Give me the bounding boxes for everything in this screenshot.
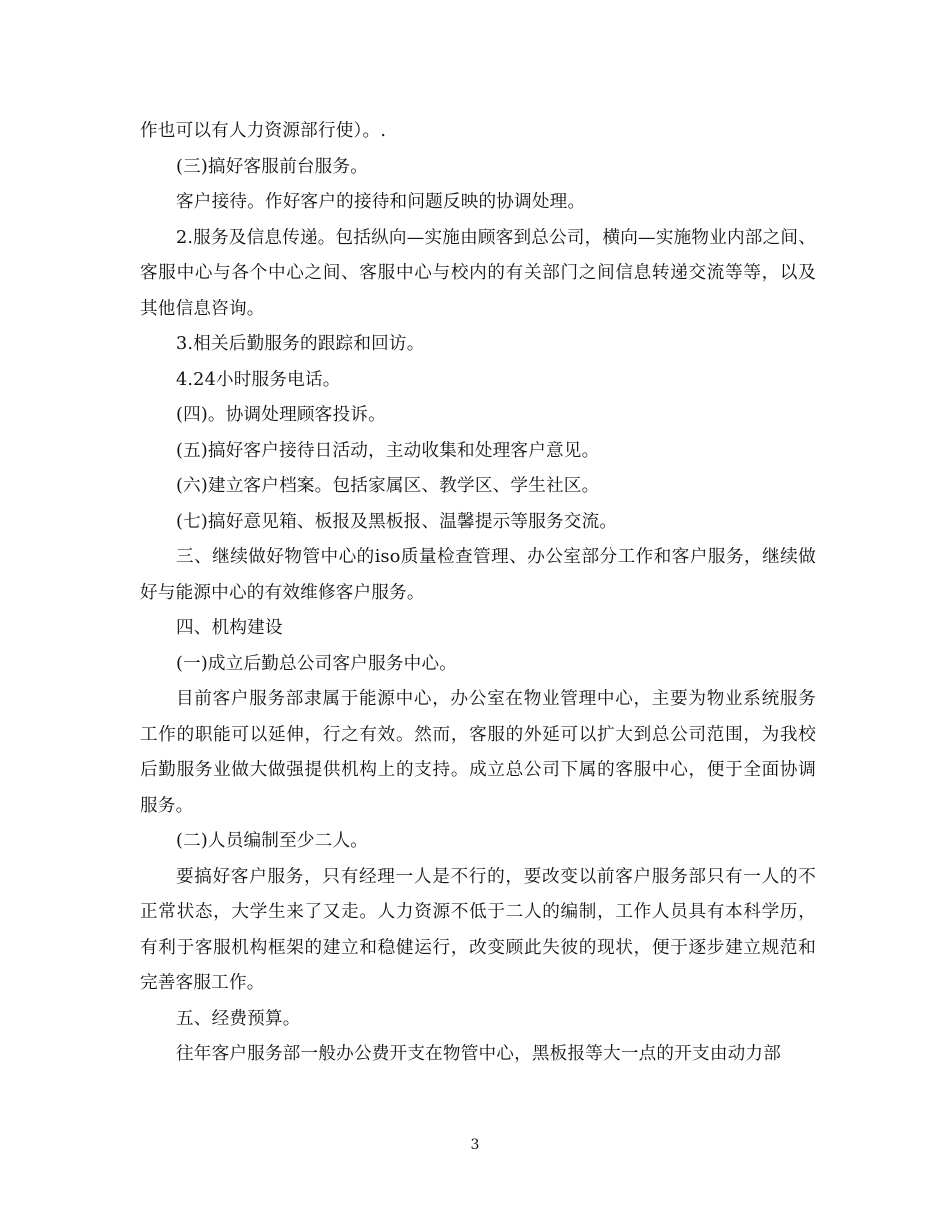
paragraph-subsection-2-heading: (二)人员编制至少二人。 — [176, 831, 369, 851]
document-body — [140, 114, 816, 1073]
paragraph-subsection-1-heading: (一)成立后勤总公司客户服务中心。 — [176, 653, 458, 674]
paragraph-section-6-heading: (六)建立客户档案。包括家属区、教学区、学生社区。 — [176, 476, 600, 496]
paragraph-current-status: 目前客户服务部隶属于能源中心，办公室在物业管理中心，主要为物业系统服务工作的职能可以延伸，行之有效。然而，客服的外延可以扩大到总公司范围，为我校后勤服务业做大做强提供机构上的支持。成立总公司下属的客服中心，便于全面协调服务。 — [140, 689, 816, 816]
paragraph-section-3-heading: (三)搞好客服前台服务。 — [176, 156, 369, 177]
paragraph-section-7-heading: (七)搞好意见箱、板报及黑板报、温馨提示等服务交流。 — [176, 511, 618, 532]
paragraph-section-5-heading: (五)搞好客户接待日活动，主动收集和处理客户意见。 — [176, 440, 600, 461]
paragraph-part-3: 三、继续做好物管中心的iso质量检查管理、办公室部分工作和客户服务，继续做好与能源中心的有效维修客户服务。 — [140, 547, 816, 603]
paragraph-part-4-heading: 四、机构建设 — [176, 618, 283, 638]
paragraph-reception: 客户接待。作好客户的接待和问题反映的协调处理。 — [176, 192, 586, 212]
paragraph-continuation: 作也可以有人力资源部行使）。. — [140, 121, 387, 141]
paragraph-follow-up: 3.相关后勤服务的跟踪和回访。 — [176, 334, 425, 354]
paragraph-info-transfer: 2.服务及信息传递。包括纵向—实施由顾客到总公司，横向—实施物业内部之间、客服中心与各个中心之间、客服中心与校内的有关部门之间信息转递交流等等，以及其他信息咨询。 — [140, 227, 816, 319]
paragraph-section-4-heading: (四)。协调处理顾客投诉。 — [176, 405, 386, 425]
paragraph-staffing: 要搞好客户服务，只有经理一人是不行的，要改变以前客户服务部只有一人的不正常状态，大学生来了又走。人力资源不低于二人的编制，工作人员具有本科学历，有利于客服机构框架的建立和稳健运行，改变顾此失彼的现状，便于逐步建立规范和完善客服工作。 — [140, 866, 816, 993]
paragraph-budget: 往年客户服务部一般办公费开支在物管中心，黑板报等大一点的开支由动力部 — [176, 1044, 781, 1064]
paragraph-hotline: 4.24小时服务电话。 — [176, 369, 341, 390]
page-number: 3 — [470, 1137, 480, 1153]
paragraph-part-5-heading: 五、经费预算。 — [176, 1008, 301, 1029]
